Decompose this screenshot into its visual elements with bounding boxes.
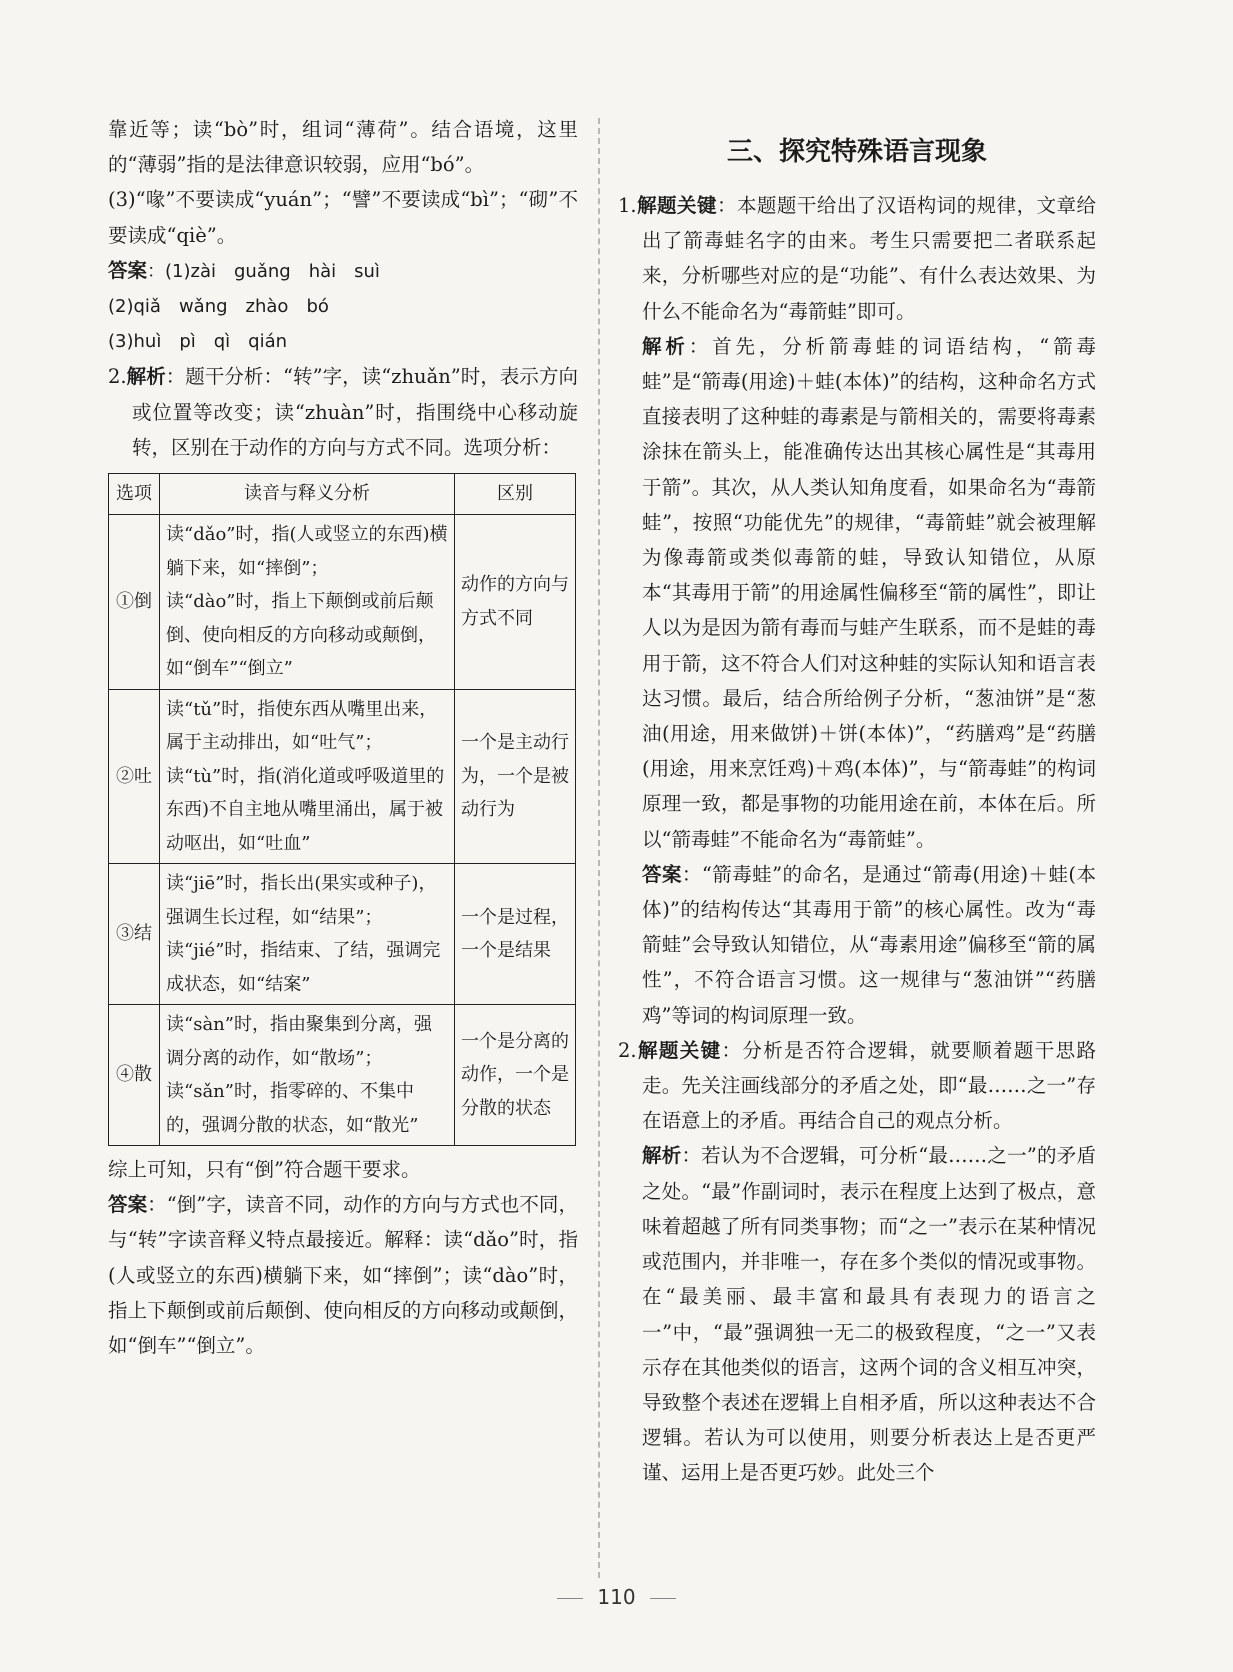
table-row bbox=[109, 864, 576, 1005]
answer-label: 答案 bbox=[108, 258, 148, 282]
analysis-reading-1: 读“jiē”时，指长出(果实或种子)，强调生长过程，如“结果”； bbox=[166, 873, 437, 928]
analysis-reading-1: 读“tǔ”时，指使东西从嘴里出来，属于主动排出，如“吐气”； bbox=[166, 698, 438, 754]
answer-line-1: ：(1)zài guǎng hài suì bbox=[147, 260, 380, 282]
right-column bbox=[618, 130, 1096, 1491]
analysis-reading-2: 读“dào”时，指上下颠倒或前后颠倒、使向相反的方向移动或颠倒，如“倒车”“倒立” bbox=[166, 591, 436, 680]
analysis-reading-1: 读“dǎo”时，指(人或竖立的东西)横躺下来，如“摔倒”； bbox=[166, 524, 448, 579]
analysis-text: ：首先，分析箭毒蛙的词语结构，“箭毒蛙”是“箭毒(用途)＋蛙(本体)”的结构，这种命名方式直接表明了这种蛙的毒素是与箭相关的，需要将毒素涂抹在箭头上，能准确传达出其核心属性是“其毒用于箭”。其次，从人类认知角度看，如果命名为“毒箭蛙”，按照“功能优先”的规律，“毒箭蛙”就会被理解为像毒箭或类似毒箭的蛙，导致认知错位，从原本“其毒用于箭”的用途属性偏移至“箭的属性”，即让人以为是因为箭有毒而与蛙产生联系，而不是蛙的毒用于箭，这不符合人们对这种蛙的实际认知和语言表达习惯。最后，结合所给例子分析，“葱油饼”是“葱油(用途，用来做饼)＋饼(本体)”，“药膳鸡”是“药膳(用途，用来烹饪鸡)＋鸡(本体)”，与“箭毒蛙”的构词原理一致，都是事物的功能用途在前，本体在后。所以“箭毒蛙”不能命名为“毒箭蛙”。 bbox=[642, 334, 1096, 851]
option-cell: ④散 bbox=[109, 1005, 160, 1146]
difference-cell: 一个是主动行为，一个是被动行为 bbox=[455, 689, 576, 864]
answer-label: 答案 bbox=[108, 1193, 148, 1217]
key-label: 解题关键 bbox=[636, 1038, 722, 1062]
analysis-label: 解析 bbox=[642, 334, 689, 358]
question-number: 1. bbox=[618, 194, 637, 217]
page-number-dash-left bbox=[557, 1598, 583, 1599]
analysis-label: 解析 bbox=[642, 1144, 682, 1168]
question-1-answer bbox=[618, 857, 1096, 1033]
key-text: ：本题题干给出了汉语构词的规律，文章给出了箭毒蛙名字的由来。考生只需要把二者联系起来，分析哪些对应的是“功能”、有什么表达效果、为什么不能命名为“毒箭蛙”即可。 bbox=[642, 194, 1096, 323]
answer-2 bbox=[108, 1187, 578, 1363]
table-row bbox=[109, 689, 576, 864]
analysis-reading-2: 读“jié”时，指结束、了结，强调完成状态，如“结案” bbox=[166, 940, 441, 995]
key-label: 解题关键 bbox=[636, 194, 717, 217]
header-option: 选项 bbox=[109, 474, 160, 515]
analysis-reading-2: 读“sǎn”时，指零碎的、不集中的，强调分散的状态，如“散光” bbox=[166, 1081, 419, 1136]
question-1-key bbox=[618, 188, 1096, 329]
answer-line-3: (3)huì pì qì qián bbox=[108, 331, 288, 353]
analysis-reading-2: 读“tù”时，指(消化道或呼吸道里的东西)不自主地从嘴里涌出，属于被动呕出，如“吐血” bbox=[166, 765, 445, 854]
header-analysis: 读音与释义分析 bbox=[160, 474, 455, 515]
question-2-key bbox=[618, 1033, 1096, 1139]
paragraph-continuation: 靠近等；读“bò”时，组词“薄荷”。结合语境，这里的“薄弱”指的是法律意识较弱，应用“bó”。 bbox=[108, 118, 578, 177]
question-number: 2. bbox=[108, 365, 127, 389]
option-analysis-table bbox=[108, 473, 576, 1146]
question-1-analysis bbox=[618, 329, 1096, 857]
answer-text: ：“倒”字，读音不同，动作的方向与方式也不同，与“转”字读音释义特点最接近。解释：读“dǎo”时，指(人或竖立的东西)横躺下来，如“摔倒”；读“dào”时，指上下颠倒或前后颠倒、使向相反的方向移动或颠倒，如“倒车”“倒立”。 bbox=[108, 1193, 578, 1358]
answer-text: ：“箭毒蛙”的命名，是通过“箭毒(用途)＋蛙(本体)”的结构传达“其毒用于箭”的核心属性。改为“毒箭蛙”会导致认知错位，从“毒素用途”偏移至“箭的属性”，不符合语言习惯。这一规律与“葱油饼”“药膳鸡”等词的构词原理一致。 bbox=[642, 862, 1096, 1027]
summary-text: 综上可知，只有“倒”符合题干要求。 bbox=[108, 1158, 421, 1182]
analysis-cell bbox=[160, 864, 455, 1005]
left-column bbox=[108, 112, 578, 1363]
question-number: 2. bbox=[618, 1038, 637, 1062]
section-title: 三、探究特殊语言现象 bbox=[726, 137, 987, 167]
answer-line-2: (2)qiǎ wǎng zhào bó bbox=[108, 296, 329, 318]
question-2-analysis bbox=[108, 359, 578, 465]
table-row bbox=[109, 515, 576, 690]
analysis-reading-1: 读“sàn”时，指由聚集到分离，强调分离的动作，如“散场”； bbox=[166, 1014, 432, 1069]
option-cell: ③结 bbox=[109, 864, 160, 1005]
difference-cell: 一个是过程，一个是结果 bbox=[455, 864, 576, 1005]
answer-label: 答案 bbox=[642, 862, 682, 886]
paragraph-note-3: (3)“喙”不要读成“yuán”；“譬”不要读成“bì”；“砌”不要读成“qiè”。 bbox=[108, 188, 578, 247]
analysis-label: 解析 bbox=[126, 365, 166, 389]
analysis-text: ：若认为不合逻辑，可分析“最……之一”的矛盾之处。“最”作副词时，表示在程度上达到了极点，意味着超越了所有同类事物；而“之一”表示在某种情况或范围内，并非唯一，存在多个类似的情况或事物。在“最美丽、最丰富和最具有表现力的语言之一”中，“最”强调独一无二的极致程度，“之一”又表示存在其他类似的语言，这两个词的含义相互冲突，导致整个表述在逻辑上自相矛盾，所以这种表达不合逻辑。若认为可以使用，则要分析表达上是否更严谨、运用上是否更巧妙。此处三个 bbox=[642, 1144, 1096, 1485]
difference-cell: 一个是分离的动作，一个是分散的状态 bbox=[455, 1005, 576, 1146]
question-2-analysis bbox=[618, 1138, 1096, 1490]
key-text: ：分析是否符合逻辑，就要顺着题干思路走。先关注画线部分的矛盾之处，即“最……之一”存在语意上的矛盾。再结合自己的观点分析。 bbox=[642, 1038, 1096, 1133]
page-number-dash-right bbox=[650, 1598, 676, 1599]
option-cell: ①倒 bbox=[109, 515, 160, 690]
page-number bbox=[0, 1585, 1233, 1609]
difference-cell: 动作的方向与方式不同 bbox=[455, 515, 576, 690]
answer-1 bbox=[108, 253, 578, 289]
analysis-cell bbox=[160, 689, 455, 864]
option-cell: ②吐 bbox=[109, 689, 160, 864]
analysis-cell bbox=[160, 515, 455, 690]
column-divider bbox=[598, 118, 600, 1578]
table-header-row bbox=[109, 474, 576, 515]
analysis-text: ：题干分析：“转”字，读“zhuǎn”时，表示方向或位置等改变；读“zhuàn”时，指围绕中心移动旋转，区别在于动作的方向与方式不同。选项分析： bbox=[132, 365, 578, 459]
analysis-cell bbox=[160, 1005, 455, 1146]
header-difference: 区别 bbox=[455, 474, 576, 515]
page-number-text: 110 bbox=[597, 1585, 636, 1609]
table-row bbox=[109, 1005, 576, 1146]
